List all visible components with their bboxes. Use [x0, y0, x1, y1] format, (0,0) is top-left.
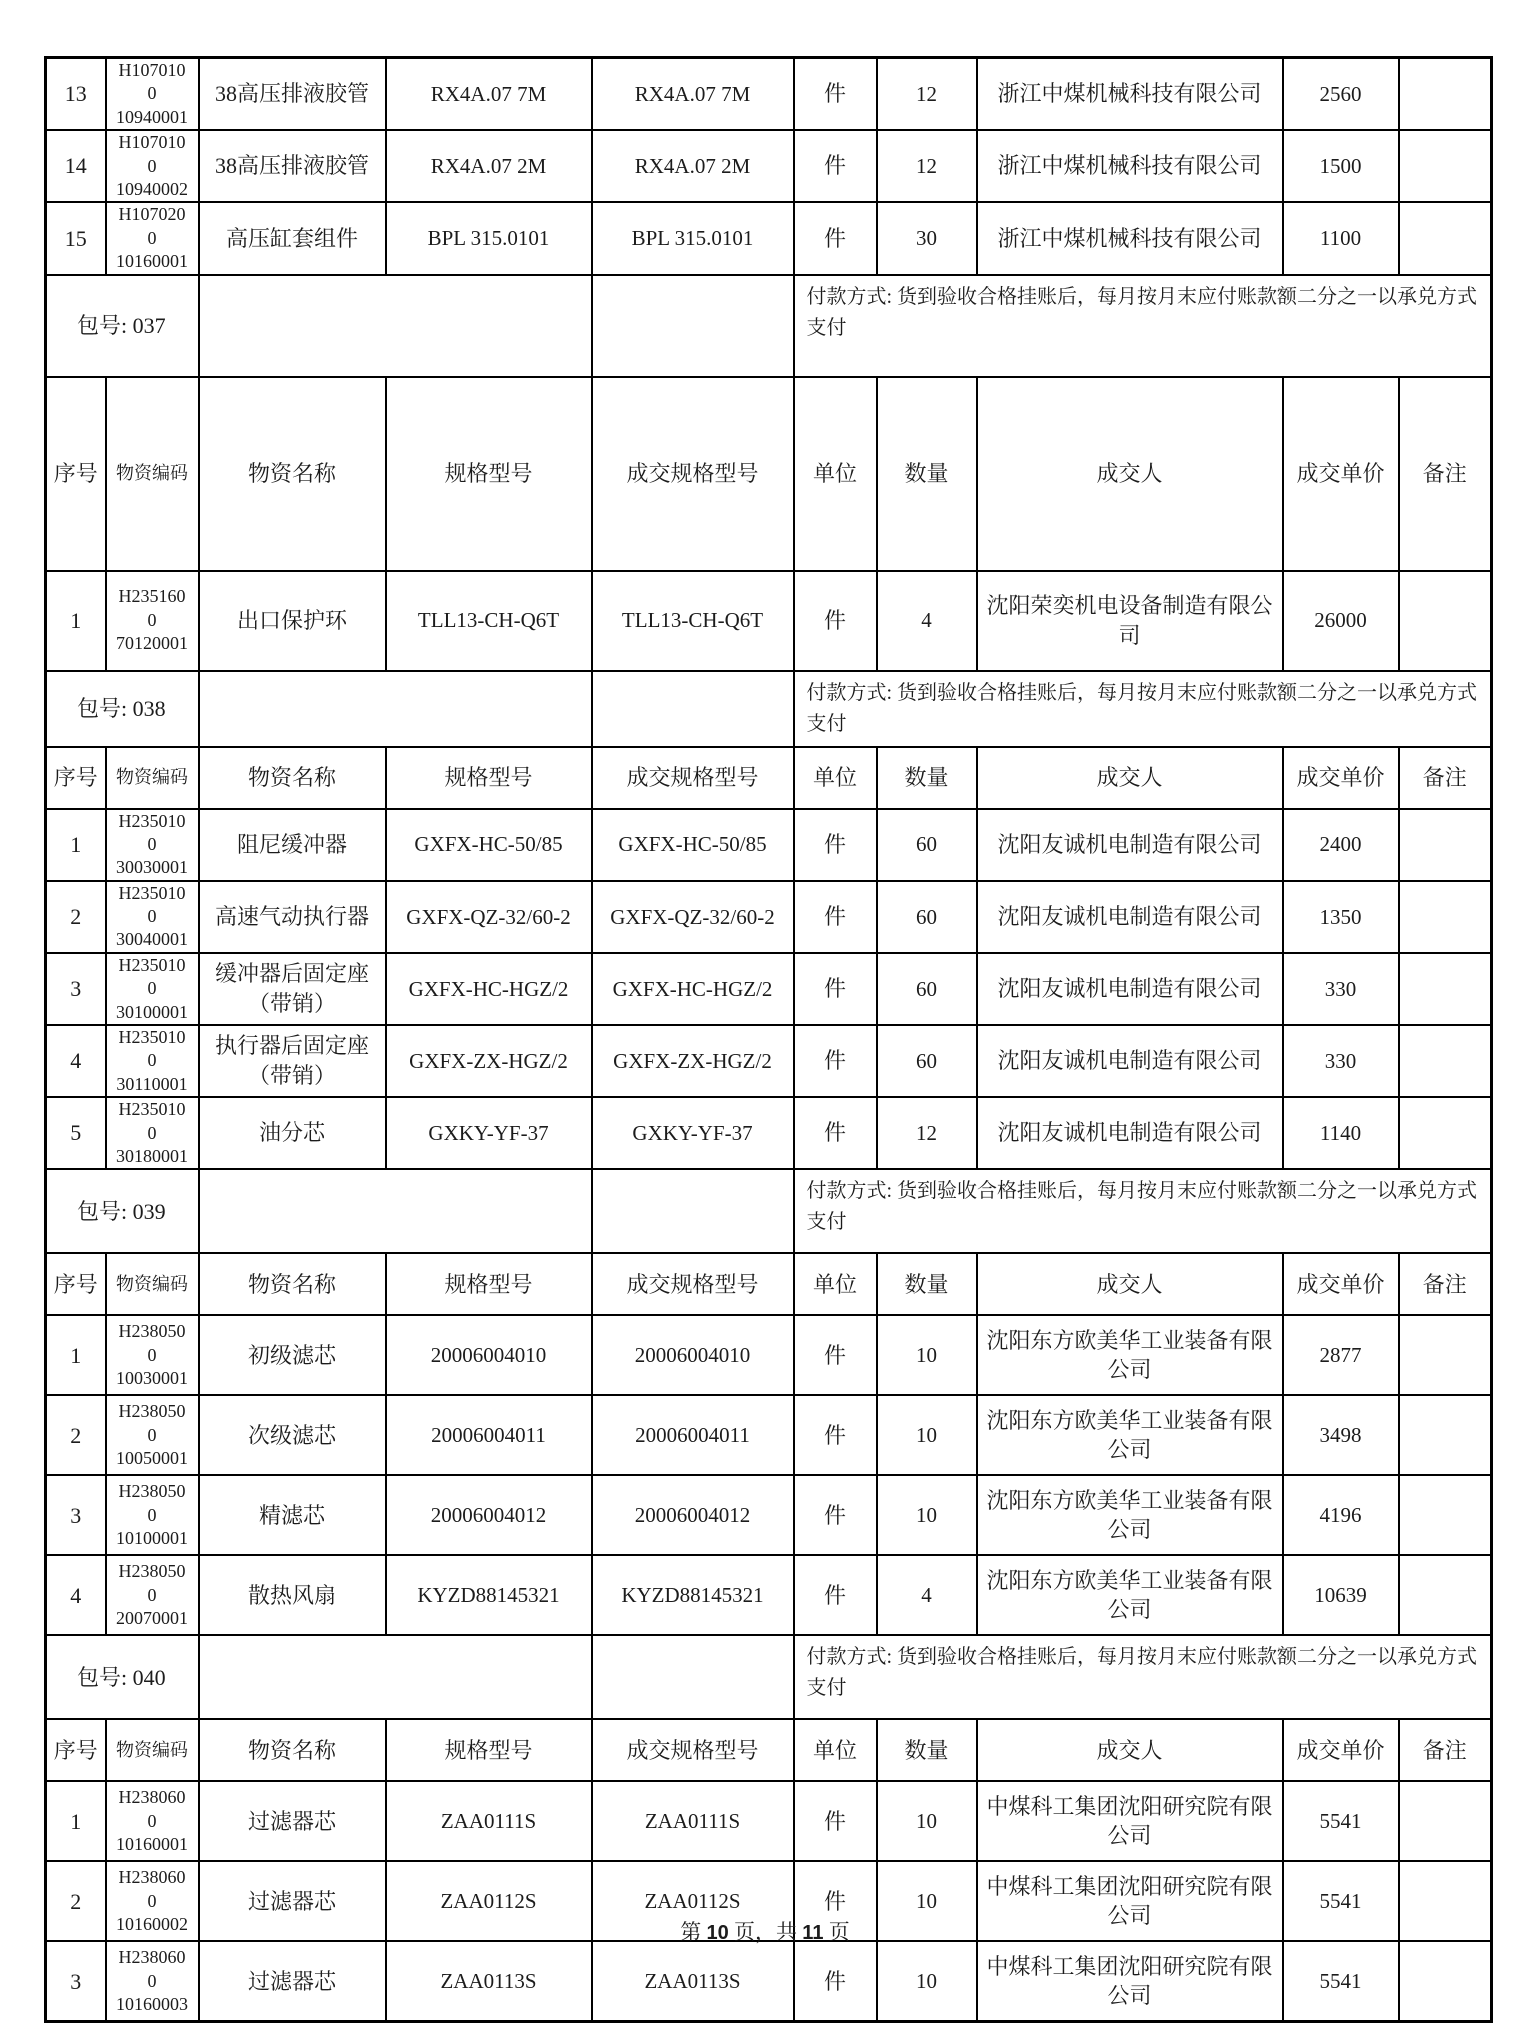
- cell-price: 3498: [1283, 1395, 1399, 1475]
- cell-winner: 沈阳友诚机电制造有限公司: [977, 1025, 1283, 1097]
- cell-spec: KYZD88145321: [386, 1555, 592, 1635]
- page-footer: [0, 1916, 1530, 1946]
- cell-seq: 2: [46, 881, 106, 953]
- cell-deal-spec: KYZD88145321: [592, 1555, 794, 1635]
- table-body: [46, 58, 1492, 2022]
- cell-qty: 10: [877, 1941, 977, 2022]
- cell-code: H1070200 10160001: [106, 202, 199, 274]
- package-row: [46, 1169, 1492, 1253]
- footer-text-suffix: 页: [828, 1920, 850, 1944]
- table-row: [46, 202, 1492, 274]
- payment-terms: 付款方式: 货到验收合格挂账后，每月按月末应付账款额二分之一以承兑方式支付: [794, 1635, 1492, 1719]
- cell-code: H2380500 10050001: [106, 1395, 199, 1475]
- cell-price: 1140: [1283, 1097, 1399, 1169]
- cell-name: 缓冲器后固定座（带销）: [199, 953, 386, 1025]
- package-row: [46, 1635, 1492, 1719]
- table-row: [46, 1025, 1492, 1097]
- col-header-winner: 成交人: [977, 747, 1283, 809]
- cell-name: 出口保护环: [199, 571, 386, 671]
- cell-qty: 4: [877, 571, 977, 671]
- cell-spec: ZAA0111S: [386, 1781, 592, 1861]
- cell-qty: 4: [877, 1555, 977, 1635]
- column-header-row: [46, 1719, 1492, 1781]
- package-label: 包号: 040: [46, 1635, 199, 1719]
- cell-remark: [1399, 1555, 1492, 1635]
- col-header-code: 物资编码: [106, 377, 199, 571]
- cell-code: H2380500 10100001: [106, 1475, 199, 1555]
- cell-spec: ZAA0112S: [386, 1861, 592, 1941]
- cell-unit: 件: [794, 1395, 877, 1475]
- col-header-code: 物资编码: [106, 747, 199, 809]
- cell-code: H2350100 30180001: [106, 1097, 199, 1169]
- cell-unit: 件: [794, 1861, 877, 1941]
- col-header-winner: 成交人: [977, 377, 1283, 571]
- cell-code: H2350100 30030001: [106, 809, 199, 881]
- cell-qty: 12: [877, 58, 977, 131]
- table-row: [46, 1941, 1492, 2022]
- cell-price: 330: [1283, 1025, 1399, 1097]
- award-results-table: [44, 56, 1493, 2023]
- cell-seq: 2: [46, 1861, 106, 1941]
- cell-name: 初级滤芯: [199, 1315, 386, 1395]
- col-header-unit: 单位: [794, 377, 877, 571]
- cell-unit: 件: [794, 1315, 877, 1395]
- empty-cell: [592, 671, 794, 747]
- col-header-deal_spec: 成交规格型号: [592, 377, 794, 571]
- column-header-row: [46, 747, 1492, 809]
- col-header-winner: 成交人: [977, 1253, 1283, 1315]
- cell-unit: 件: [794, 1475, 877, 1555]
- cell-price: 5541: [1283, 1941, 1399, 2022]
- cell-deal-spec: GXFX-HC-HGZ/2: [592, 953, 794, 1025]
- footer-text-prefix: 第: [680, 1920, 702, 1944]
- table-row: [46, 1475, 1492, 1555]
- cell-winner: 沈阳东方欧美华工业装备有限公司: [977, 1475, 1283, 1555]
- cell-name: 过滤器芯: [199, 1781, 386, 1861]
- cell-unit: 件: [794, 953, 877, 1025]
- cell-price: 1500: [1283, 130, 1399, 202]
- cell-qty: 10: [877, 1475, 977, 1555]
- cell-winner: 中煤科工集团沈阳研究院有限公司: [977, 1941, 1283, 2022]
- cell-remark: [1399, 881, 1492, 953]
- cell-qty: 60: [877, 881, 977, 953]
- col-header-price: 成交单价: [1283, 1719, 1399, 1781]
- table-row: [46, 809, 1492, 881]
- cell-price: 1350: [1283, 881, 1399, 953]
- cell-code: H2350100 30100001: [106, 953, 199, 1025]
- cell-price: 330: [1283, 953, 1399, 1025]
- cell-deal-spec: ZAA0111S: [592, 1781, 794, 1861]
- cell-unit: 件: [794, 58, 877, 131]
- cell-price: 4196: [1283, 1475, 1399, 1555]
- cell-code: H2380600 10160003: [106, 1941, 199, 2022]
- cell-spec: GXFX-ZX-HGZ/2: [386, 1025, 592, 1097]
- cell-remark: [1399, 1097, 1492, 1169]
- cell-code: H1070100 10940001: [106, 58, 199, 131]
- cell-unit: 件: [794, 1097, 877, 1169]
- cell-winner: 浙江中煤机械科技有限公司: [977, 130, 1283, 202]
- table-row: [46, 130, 1492, 202]
- empty-cell: [199, 1169, 592, 1253]
- col-header-spec: 规格型号: [386, 1719, 592, 1781]
- cell-seq: 14: [46, 130, 106, 202]
- cell-winner: 中煤科工集团沈阳研究院有限公司: [977, 1781, 1283, 1861]
- cell-seq: 4: [46, 1555, 106, 1635]
- cell-remark: [1399, 1475, 1492, 1555]
- cell-qty: 60: [877, 953, 977, 1025]
- cell-seq: 13: [46, 58, 106, 131]
- cell-deal-spec: GXFX-QZ-32/60-2: [592, 881, 794, 953]
- package-label: 包号: 039: [46, 1169, 199, 1253]
- cell-unit: 件: [794, 571, 877, 671]
- cell-winner: 浙江中煤机械科技有限公司: [977, 58, 1283, 131]
- cell-qty: 10: [877, 1395, 977, 1475]
- cell-code: H2380600 10160001: [106, 1781, 199, 1861]
- cell-winner: 沈阳东方欧美华工业装备有限公司: [977, 1395, 1283, 1475]
- col-header-price: 成交单价: [1283, 377, 1399, 571]
- cell-remark: [1399, 571, 1492, 671]
- cell-winner: 中煤科工集团沈阳研究院有限公司: [977, 1861, 1283, 1941]
- column-header-row: [46, 377, 1492, 571]
- cell-price: 2400: [1283, 809, 1399, 881]
- col-header-remark: 备注: [1399, 1719, 1492, 1781]
- empty-cell: [592, 275, 794, 377]
- col-header-unit: 单位: [794, 747, 877, 809]
- total-pages: 11: [802, 1922, 824, 1944]
- col-header-code: 物资编码: [106, 1253, 199, 1315]
- cell-price: 5541: [1283, 1781, 1399, 1861]
- col-header-qty: 数量: [877, 747, 977, 809]
- cell-seq: 2: [46, 1395, 106, 1475]
- package-label: 包号: 037: [46, 275, 199, 377]
- cell-qty: 10: [877, 1781, 977, 1861]
- table-row: [46, 58, 1492, 131]
- cell-spec: 20006004010: [386, 1315, 592, 1395]
- cell-name: 过滤器芯: [199, 1861, 386, 1941]
- cell-name: 阻尼缓冲器: [199, 809, 386, 881]
- cell-code: H2380500 10030001: [106, 1315, 199, 1395]
- cell-qty: 12: [877, 1097, 977, 1169]
- cell-code: H2380500 20070001: [106, 1555, 199, 1635]
- cell-qty: 60: [877, 1025, 977, 1097]
- cell-seq: 1: [46, 809, 106, 881]
- cell-spec: RX4A.07 2M: [386, 130, 592, 202]
- column-header-row: [46, 1253, 1492, 1315]
- cell-seq: 1: [46, 1315, 106, 1395]
- col-header-deal_spec: 成交规格型号: [592, 747, 794, 809]
- cell-code: H2350100 30110001: [106, 1025, 199, 1097]
- cell-code: H2351600 70120001: [106, 571, 199, 671]
- col-header-winner: 成交人: [977, 1719, 1283, 1781]
- payment-terms: 付款方式: 货到验收合格挂账后，每月按月末应付账款额二分之一以承兑方式支付: [794, 1169, 1492, 1253]
- cell-price: 26000: [1283, 571, 1399, 671]
- cell-seq: 15: [46, 202, 106, 274]
- cell-deal-spec: 20006004010: [592, 1315, 794, 1395]
- col-header-seq: 序号: [46, 1719, 106, 1781]
- page-number: 10: [706, 1922, 729, 1944]
- empty-cell: [592, 1635, 794, 1719]
- cell-seq: 1: [46, 1781, 106, 1861]
- cell-unit: 件: [794, 1941, 877, 2022]
- col-header-name: 物资名称: [199, 1253, 386, 1315]
- cell-name: 38高压排液胶管: [199, 130, 386, 202]
- cell-spec: GXFX-QZ-32/60-2: [386, 881, 592, 953]
- cell-winner: 沈阳友诚机电制造有限公司: [977, 1097, 1283, 1169]
- col-header-spec: 规格型号: [386, 1253, 592, 1315]
- cell-name: 散热风扇: [199, 1555, 386, 1635]
- package-row: [46, 671, 1492, 747]
- col-header-seq: 序号: [46, 377, 106, 571]
- cell-remark: [1399, 1395, 1492, 1475]
- cell-spec: 20006004012: [386, 1475, 592, 1555]
- cell-deal-spec: TLL13-CH-Q6T: [592, 571, 794, 671]
- col-header-name: 物资名称: [199, 747, 386, 809]
- cell-name: 次级滤芯: [199, 1395, 386, 1475]
- table-row: [46, 1097, 1492, 1169]
- cell-deal-spec: 20006004012: [592, 1475, 794, 1555]
- col-header-price: 成交单价: [1283, 1253, 1399, 1315]
- col-header-deal_spec: 成交规格型号: [592, 1253, 794, 1315]
- cell-price: 10639: [1283, 1555, 1399, 1635]
- cell-name: 油分芯: [199, 1097, 386, 1169]
- cell-price: 2560: [1283, 58, 1399, 131]
- cell-unit: 件: [794, 1555, 877, 1635]
- cell-remark: [1399, 1315, 1492, 1395]
- cell-qty: 30: [877, 202, 977, 274]
- col-header-code: 物资编码: [106, 1719, 199, 1781]
- cell-name: 过滤器芯: [199, 1941, 386, 2022]
- cell-spec: GXFX-HC-50/85: [386, 809, 592, 881]
- table-row: [46, 1315, 1492, 1395]
- col-header-seq: 序号: [46, 1253, 106, 1315]
- table-row: [46, 953, 1492, 1025]
- cell-winner: 浙江中煤机械科技有限公司: [977, 202, 1283, 274]
- cell-unit: 件: [794, 809, 877, 881]
- cell-qty: 10: [877, 1861, 977, 1941]
- cell-remark: [1399, 1025, 1492, 1097]
- empty-cell: [199, 1635, 592, 1719]
- cell-remark: [1399, 58, 1492, 131]
- cell-deal-spec: GXKY-YF-37: [592, 1097, 794, 1169]
- cell-code: H2350100 30040001: [106, 881, 199, 953]
- results-table: [44, 56, 1493, 2023]
- cell-winner: 沈阳友诚机电制造有限公司: [977, 953, 1283, 1025]
- col-header-unit: 单位: [794, 1253, 877, 1315]
- cell-deal-spec: RX4A.07 7M: [592, 58, 794, 131]
- empty-cell: [199, 275, 592, 377]
- cell-spec: BPL 315.0101: [386, 202, 592, 274]
- cell-remark: [1399, 1781, 1492, 1861]
- cell-seq: 3: [46, 1941, 106, 2022]
- col-header-qty: 数量: [877, 377, 977, 571]
- cell-deal-spec: GXFX-ZX-HGZ/2: [592, 1025, 794, 1097]
- cell-unit: 件: [794, 881, 877, 953]
- table-row: [46, 1555, 1492, 1635]
- cell-seq: 3: [46, 953, 106, 1025]
- col-header-remark: 备注: [1399, 377, 1492, 571]
- empty-cell: [199, 671, 592, 747]
- cell-price: 1100: [1283, 202, 1399, 274]
- cell-unit: 件: [794, 1781, 877, 1861]
- col-header-name: 物资名称: [199, 377, 386, 571]
- table-row: [46, 1395, 1492, 1475]
- cell-winner: 沈阳东方欧美华工业装备有限公司: [977, 1555, 1283, 1635]
- col-header-remark: 备注: [1399, 747, 1492, 809]
- col-header-remark: 备注: [1399, 1253, 1492, 1315]
- footer-text-mid: 页，共: [734, 1920, 798, 1944]
- cell-code: H2380600 10160002: [106, 1861, 199, 1941]
- cell-seq: 4: [46, 1025, 106, 1097]
- cell-spec: GXKY-YF-37: [386, 1097, 592, 1169]
- cell-winner: 沈阳荣奕机电设备制造有限公司: [977, 571, 1283, 671]
- cell-price: 2877: [1283, 1315, 1399, 1395]
- cell-deal-spec: ZAA0112S: [592, 1861, 794, 1941]
- cell-winner: 沈阳友诚机电制造有限公司: [977, 881, 1283, 953]
- cell-spec: ZAA0113S: [386, 1941, 592, 2022]
- empty-cell: [592, 1169, 794, 1253]
- package-label: 包号: 038: [46, 671, 199, 747]
- table-row: [46, 1781, 1492, 1861]
- cell-remark: [1399, 130, 1492, 202]
- cell-remark: [1399, 809, 1492, 881]
- col-header-qty: 数量: [877, 1253, 977, 1315]
- col-header-price: 成交单价: [1283, 747, 1399, 809]
- cell-qty: 12: [877, 130, 977, 202]
- cell-spec: TLL13-CH-Q6T: [386, 571, 592, 671]
- cell-name: 执行器后固定座（带销）: [199, 1025, 386, 1097]
- col-header-spec: 规格型号: [386, 747, 592, 809]
- cell-seq: 1: [46, 571, 106, 671]
- cell-qty: 10: [877, 1315, 977, 1395]
- cell-name: 高压缸套组件: [199, 202, 386, 274]
- col-header-seq: 序号: [46, 747, 106, 809]
- cell-deal-spec: GXFX-HC-50/85: [592, 809, 794, 881]
- cell-name: 精滤芯: [199, 1475, 386, 1555]
- col-header-spec: 规格型号: [386, 377, 592, 571]
- cell-deal-spec: ZAA0113S: [592, 1941, 794, 2022]
- col-header-deal_spec: 成交规格型号: [592, 1719, 794, 1781]
- col-header-name: 物资名称: [199, 1719, 386, 1781]
- cell-deal-spec: RX4A.07 2M: [592, 130, 794, 202]
- payment-terms: 付款方式: 货到验收合格挂账后，每月按月末应付账款额二分之一以承兑方式支付: [794, 671, 1492, 747]
- cell-winner: 沈阳东方欧美华工业装备有限公司: [977, 1315, 1283, 1395]
- cell-code: H1070100 10940002: [106, 130, 199, 202]
- cell-remark: [1399, 202, 1492, 274]
- cell-spec: 20006004011: [386, 1395, 592, 1475]
- cell-name: 高速气动执行器: [199, 881, 386, 953]
- cell-qty: 60: [877, 809, 977, 881]
- cell-deal-spec: 20006004011: [592, 1395, 794, 1475]
- cell-remark: [1399, 1941, 1492, 2022]
- cell-deal-spec: BPL 315.0101: [592, 202, 794, 274]
- payment-terms: 付款方式: 货到验收合格挂账后，每月按月末应付账款额二分之一以承兑方式支付: [794, 275, 1492, 377]
- table-row: [46, 571, 1492, 671]
- cell-unit: 件: [794, 1025, 877, 1097]
- cell-name: 38高压排液胶管: [199, 58, 386, 131]
- cell-spec: RX4A.07 7M: [386, 58, 592, 131]
- col-header-unit: 单位: [794, 1719, 877, 1781]
- col-header-qty: 数量: [877, 1719, 977, 1781]
- cell-seq: 3: [46, 1475, 106, 1555]
- cell-spec: GXFX-HC-HGZ/2: [386, 953, 592, 1025]
- cell-remark: [1399, 953, 1492, 1025]
- cell-unit: 件: [794, 130, 877, 202]
- cell-price: 5541: [1283, 1861, 1399, 1941]
- table-row: [46, 881, 1492, 953]
- cell-seq: 5: [46, 1097, 106, 1169]
- package-row: [46, 275, 1492, 377]
- cell-winner: 沈阳友诚机电制造有限公司: [977, 809, 1283, 881]
- cell-unit: 件: [794, 202, 877, 274]
